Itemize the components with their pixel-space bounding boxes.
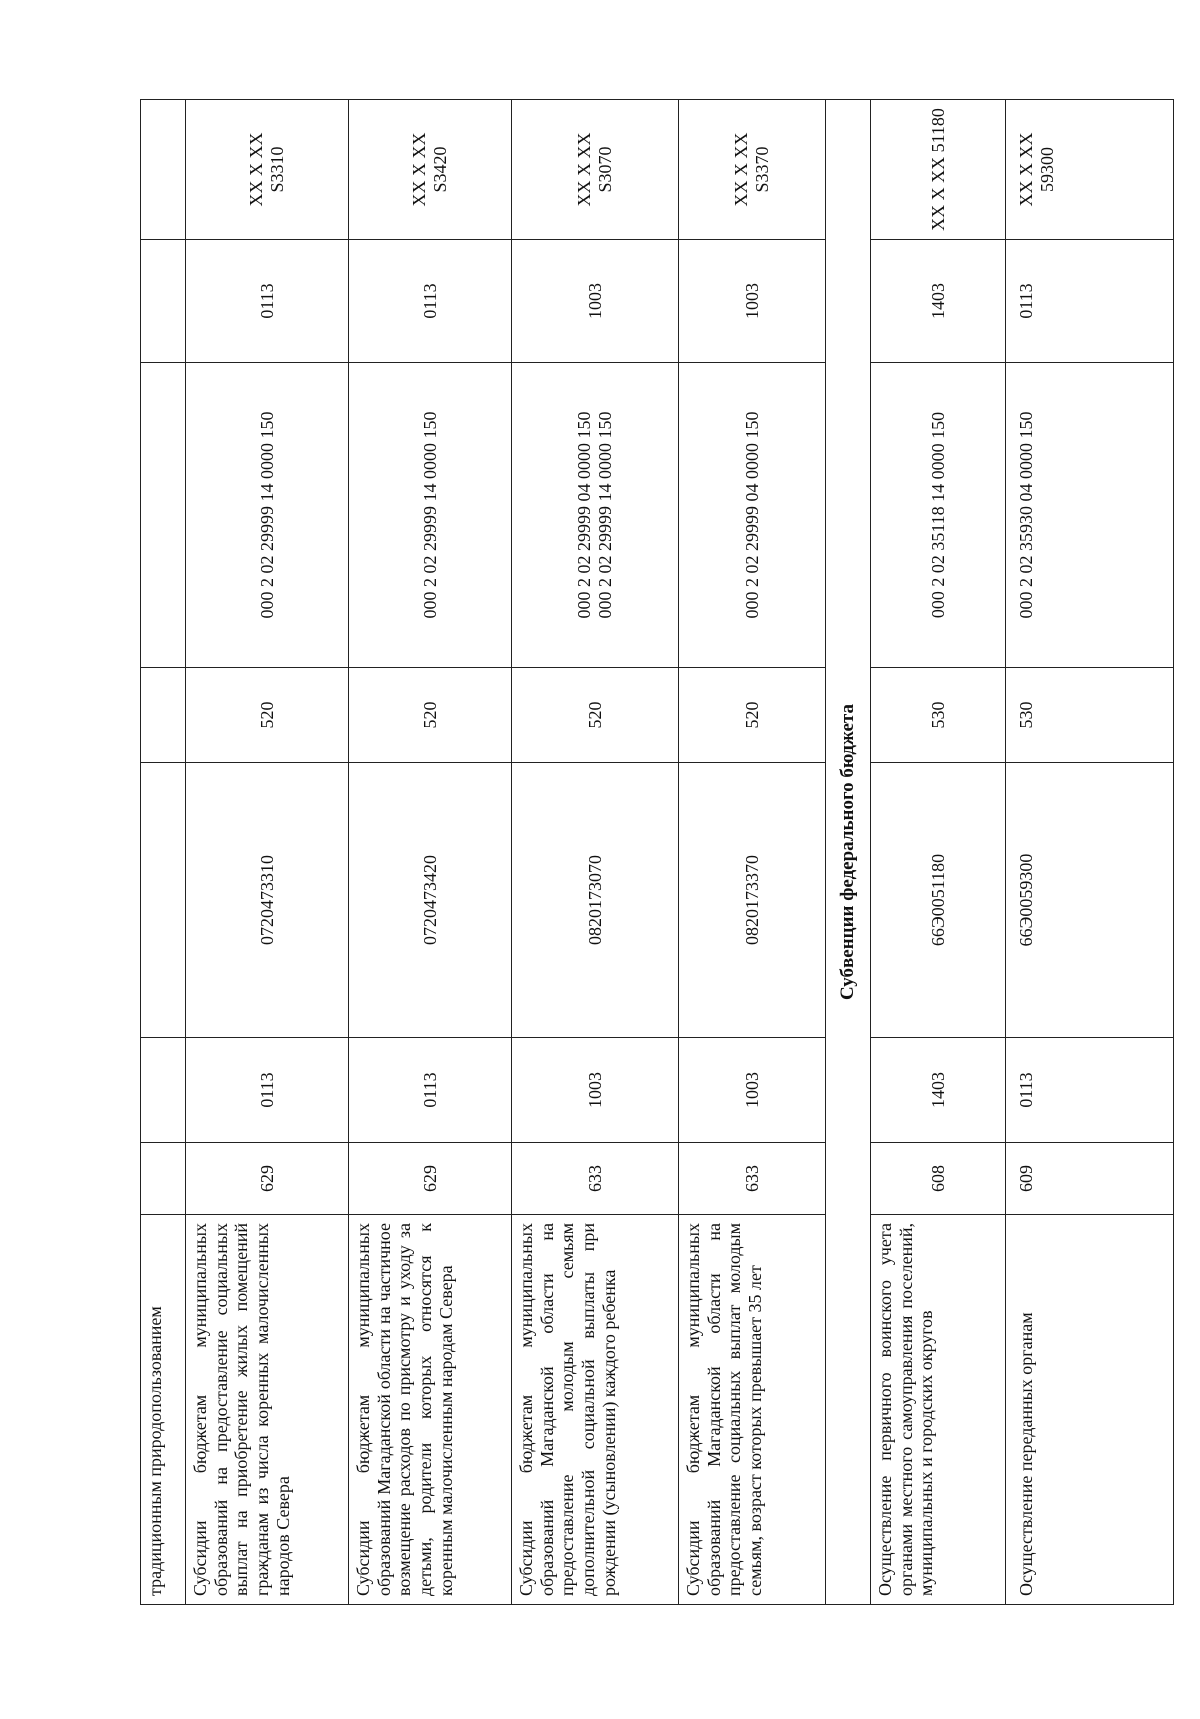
income-code: 000 2 02 29999 14 0000 150 <box>186 363 349 668</box>
table-row <box>1006 100 1174 1605</box>
table-row <box>186 100 349 1605</box>
target-code: 66Э0051180 <box>871 763 1006 1038</box>
income-section-code: 1003 <box>512 240 679 363</box>
income-code: 000 2 02 29999 04 0000 150 000 2 02 29999 14 0000 150 <box>512 363 679 668</box>
local-code: XX X XX S3420 <box>349 100 512 240</box>
income-section-code: 1003 <box>679 240 826 363</box>
grbs-code: 609 <box>1006 1143 1174 1215</box>
target-code: 0820173070 <box>512 763 679 1038</box>
section-code: 0113 <box>349 1038 512 1143</box>
section-code: 0113 <box>1006 1038 1174 1143</box>
income-section-code: 1403 <box>871 240 1006 363</box>
empty-cell <box>141 763 186 1038</box>
table-row <box>679 100 826 1605</box>
local-code: XX X XX S3370 <box>679 100 826 240</box>
grbs-code: 633 <box>679 1143 826 1215</box>
income-code: 000 2 02 29999 04 0000 150 <box>679 363 826 668</box>
table-row <box>871 100 1006 1605</box>
row-description: Субсидии бюджетам муниципальных образований Магаданской области на частичное возмещение расходов по присмотру и уходу за детьми, родители которых относятся к коренным малочисленным народам Севера <box>349 1215 512 1605</box>
grbs-code: 633 <box>512 1143 679 1215</box>
grbs-code: 629 <box>186 1143 349 1215</box>
income-code: 000 2 02 29999 14 0000 150 <box>349 363 512 668</box>
income-section-code: 0113 <box>186 240 349 363</box>
table-row <box>349 100 512 1605</box>
local-code: XX X XX 59300 <box>1006 100 1174 240</box>
empty-cell <box>141 240 186 363</box>
section-code: 1003 <box>512 1038 679 1143</box>
empty-cell <box>141 1038 186 1143</box>
income-code: 000 2 02 35118 14 0000 150 <box>871 363 1006 668</box>
target-code: 0820173370 <box>679 763 826 1038</box>
row-description: Осуществление первичного воинского учета органами местного самоуправления поселений, муниципальных и городских округов <box>871 1215 1006 1605</box>
row-description: Осуществление переданных органам <box>1006 1215 1174 1605</box>
expense-type-code: 520 <box>349 668 512 763</box>
section-title: Субвенции федерального бюджета <box>826 100 871 1605</box>
expense-type-code: 520 <box>679 668 826 763</box>
grbs-code: 608 <box>871 1143 1006 1215</box>
grbs-code: 629 <box>349 1143 512 1215</box>
expense-type-code: 530 <box>871 668 1006 763</box>
section-code: 1403 <box>871 1038 1006 1143</box>
local-code: XX X XX S3070 <box>512 100 679 240</box>
empty-cell <box>141 363 186 668</box>
expense-type-code: 520 <box>186 668 349 763</box>
section-header-row <box>826 100 871 1605</box>
income-code: 000 2 02 35930 04 0000 150 <box>1006 363 1174 668</box>
expense-type-code: 530 <box>1006 668 1174 763</box>
local-code: XX X XX 51180 <box>871 100 1006 240</box>
row-description: Субсидии бюджетам муниципальных образований Магаданской области на предоставление социальных выплат молодым семьям, возраст которых превышает 35 лет <box>679 1215 826 1605</box>
empty-cell <box>141 668 186 763</box>
budget-codes-table <box>140 99 1174 1605</box>
table-row <box>512 100 679 1605</box>
income-section-code: 0113 <box>349 240 512 363</box>
income-section-code: 0113 <box>1006 240 1174 363</box>
table-row <box>141 100 186 1605</box>
local-code: XX X XX S3310 <box>186 100 349 240</box>
empty-cell <box>141 100 186 240</box>
expense-type-code: 520 <box>512 668 679 763</box>
section-code: 1003 <box>679 1038 826 1143</box>
rotated-table-wrapper <box>140 100 1095 1605</box>
section-code: 0113 <box>186 1038 349 1143</box>
row-description: традиционным природопользованием <box>141 1215 186 1605</box>
row-description: Субсидии бюджетам муниципальных образований на предоставление социальных выплат на приобретение жилых помещений гражданам из числа коренных малочисленных народов Севера <box>186 1215 349 1605</box>
row-description: Субсидии бюджетам муниципальных образований Магаданской области на предоставление молодым семьям дополнительной социальной выплаты при рождении (усыновлении) каждого ребенка <box>512 1215 679 1605</box>
target-code: 0720473310 <box>186 763 349 1038</box>
target-code: 0720473420 <box>349 763 512 1038</box>
empty-cell <box>141 1143 186 1215</box>
target-code: 66Э0059300 <box>1006 763 1174 1038</box>
